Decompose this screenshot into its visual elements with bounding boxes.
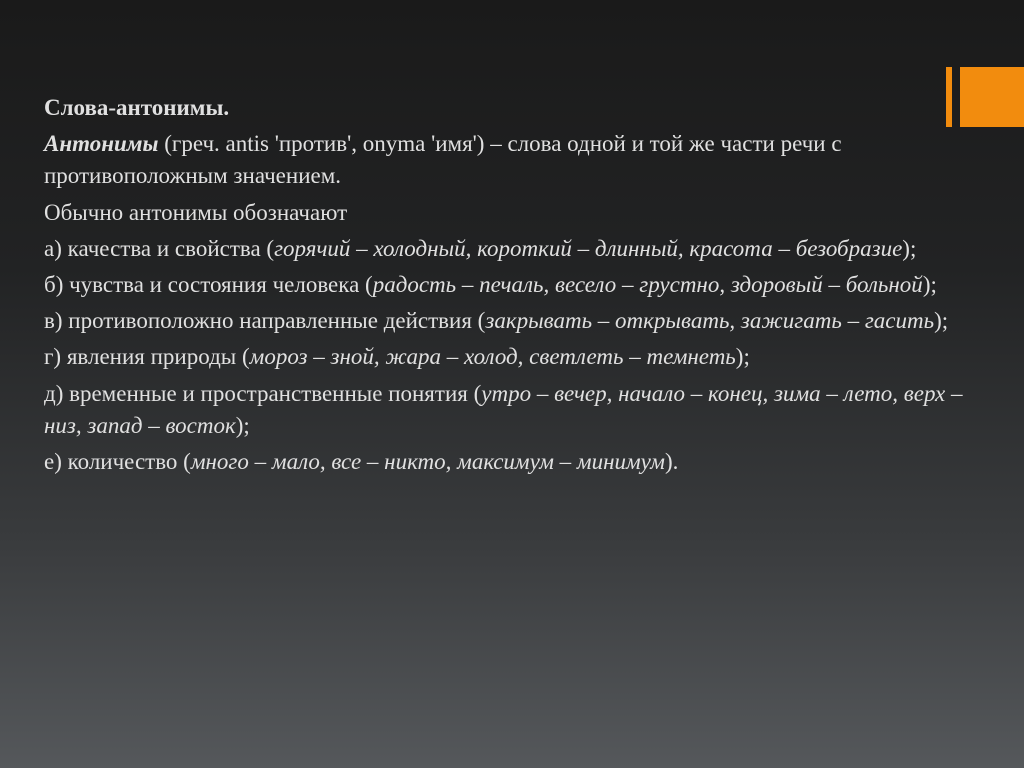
item-examples: горячий – холодный, короткий – длинный, красота – безобразие (274, 235, 903, 261)
item-examples: закрывать – открывать, зажигать – гасить (485, 308, 935, 334)
item-examples: много – мало, все – никто, максимум – минимум (190, 448, 665, 474)
item-tail: ); (934, 308, 949, 334)
intro-paragraph: Обычно антонимы обозначают (44, 199, 348, 225)
definition-paragraph (44, 128, 994, 192)
item-tail: ); (922, 271, 937, 297)
item-tail: ); (235, 412, 250, 438)
item-examples: радость – печаль, весело – грустно, здоровый – больной (372, 271, 923, 297)
item-examples: мороз – зной, жара – холод, светлеть – темнеть (249, 344, 736, 370)
slide-title: Слова-антонимы. (44, 95, 230, 120)
item-lead: а) качества и свойства ( (44, 235, 275, 261)
item-lead: б) чувства и состояния человека ( (44, 271, 373, 297)
list-item (44, 269, 994, 301)
definition-term: Антонимы (44, 131, 159, 157)
slide-content (44, 92, 994, 482)
list-item (44, 233, 994, 265)
item-tail: ); (735, 344, 750, 370)
list-item (44, 446, 994, 478)
item-tail: ); (902, 235, 917, 261)
list-item (44, 341, 994, 373)
item-tail: ). (665, 448, 679, 474)
item-lead: е) количество ( (44, 448, 191, 474)
item-lead: в) противоположно направленные действия ( (44, 308, 486, 334)
item-lead: г) явления природы ( (44, 344, 250, 370)
item-examples: утро – вечер, начало – конец, зима – лето, верх – низ, запад – восток (44, 380, 963, 438)
list-item (44, 305, 994, 337)
item-lead: д) временные и пространственные понятия ( (44, 380, 482, 406)
definition-text: (греч. antis 'против', onyma 'имя') – слова одной и той же части речи с противоположным значением. (44, 131, 842, 189)
list-item (44, 378, 994, 442)
